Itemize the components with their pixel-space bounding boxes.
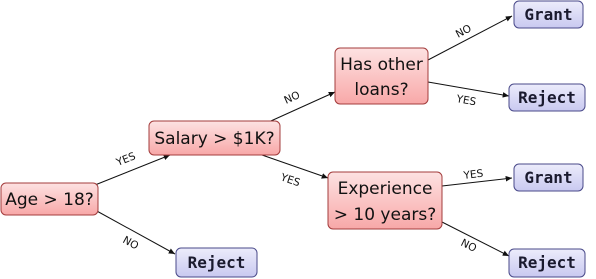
leaf-grant-experience-label: Grant [524, 168, 573, 187]
edge-label-loans-reject: YES [455, 93, 477, 109]
node-experience-line1: Experience [337, 179, 433, 199]
edge-label-loans-grant: NO [453, 22, 474, 41]
edge-loans-grant [428, 16, 512, 60]
node-loans-line2: loans? [354, 80, 409, 100]
leaf-reject-experience-label: Reject [518, 253, 576, 272]
edge-loans-reject [428, 82, 509, 96]
leaf-reject-age [176, 248, 257, 277]
edge-label-salary-loans: NO [282, 89, 302, 107]
node-experience-line2: > 10 years? [333, 205, 437, 225]
edge-label-age-reject: NO [120, 234, 141, 253]
leaf-reject-age-label: Reject [187, 253, 246, 272]
node-experience [328, 172, 442, 229]
leaf-reject-loans-label: Reject [518, 88, 576, 107]
edge-label-experience-reject: NO [458, 236, 479, 255]
node-salary [149, 121, 280, 155]
leaf-grant-top-label: Grant [524, 5, 573, 24]
node-loans-line1: Has other [340, 55, 423, 75]
node-age-label: Age > 18? [5, 190, 94, 210]
edge-label-age-salary: YES [114, 150, 138, 169]
leaf-reject-loans [509, 84, 585, 111]
edge-label-experience-grant: YES [462, 167, 484, 182]
edge-experience-reject [442, 222, 509, 256]
node-salary-label: Salary > $1K? [154, 129, 275, 149]
leaf-grant-experience [514, 164, 583, 191]
leaf-grant-top [514, 1, 583, 28]
leaf-reject-experience [509, 249, 585, 277]
edge-salary-experience [262, 155, 328, 178]
node-loans [335, 48, 428, 104]
edge-label-salary-experience: YES [279, 171, 302, 190]
node-age [1, 183, 98, 215]
